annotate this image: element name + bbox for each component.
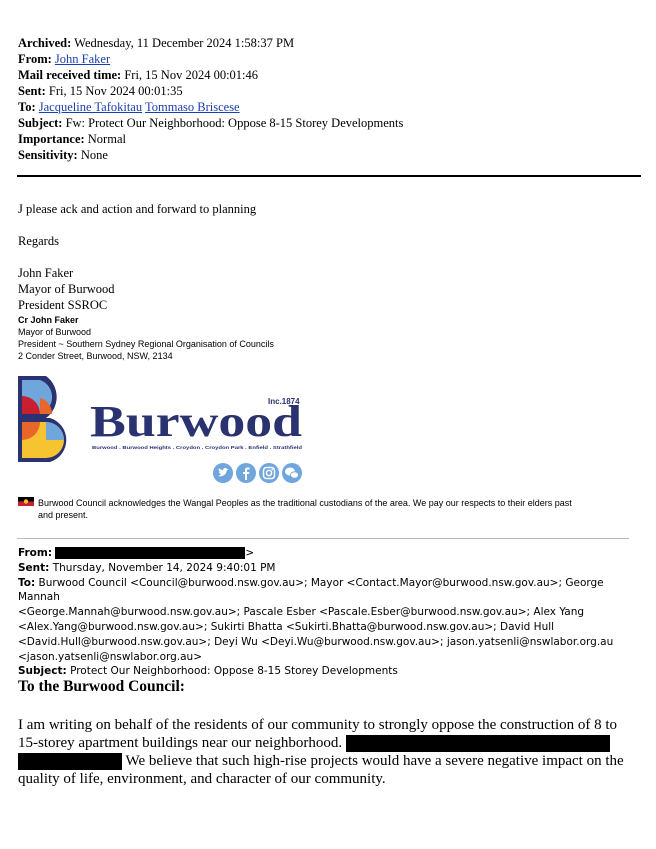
forwarded-to-value: <Alex.Yang@burwood.nsw.gov.au>; Sukirti Bhatta <Sukirti.Bhatta@burwood.nsw.gov.au>; David Hull (18, 620, 555, 633)
body-message: J please ack and action and forward to planning (18, 202, 257, 216)
facebook-icon[interactable] (236, 463, 256, 483)
twitter-icon[interactable] (213, 463, 233, 483)
forwarded-to-value: Burwood Council <Council@burwood.nsw.gov.au>; Mayor <Contact.Mayor@burwood.nsw.gov.au>; George Mannah (18, 576, 604, 604)
letter-line: We believe that such high-rise projects would have a severe negative impact on the (125, 753, 624, 770)
to-recipient-link[interactable]: Tommaso Briscese (145, 100, 240, 114)
forwarded-from-row (18, 546, 638, 561)
letter-paragraph (18, 716, 628, 788)
forwarded-to-value: <jason.yatsenli@nswlabor.org.au> (18, 650, 203, 663)
logo-suburbs: Burwood . Burwood Heights . Croydon . Croydon Park . Enfield . Strathfield (92, 445, 303, 450)
social-icons (212, 462, 304, 484)
burwood-logo (16, 374, 316, 464)
email-body (18, 201, 256, 313)
sent-row (18, 83, 403, 99)
letter-line: 15-storey apartment buildings near our neighborhood. (18, 735, 343, 751)
importance-label: Importance: (18, 132, 85, 146)
burwood-emblem (18, 376, 66, 462)
forwarded-to-value: <David.Hull@burwood.nsw.gov.au>; Deyi Wu <Deyi.Wu@burwood.nsw.gov.au>; jason.yatsenli@nswlabor.org.au (18, 635, 614, 648)
forwarded-to-label: To: (18, 576, 36, 589)
to-label: To: (18, 100, 36, 114)
to-row (18, 99, 403, 115)
redacted-block (18, 753, 122, 770)
signature-block (18, 314, 274, 362)
signature-name: John Faker (18, 266, 74, 280)
forward-divider (17, 538, 629, 539)
forwarded-subject-label: Subject: (18, 665, 67, 678)
from-row (18, 51, 403, 67)
letter-line: quality of life, environment, and character of our community. (18, 771, 386, 788)
forwarded-sent-label: Sent: (18, 561, 50, 574)
importance-value: Normal (87, 132, 126, 146)
subject-value: Fw: Protect Our Neighborhood: Oppose 8-15 Storey Developments (65, 116, 404, 130)
letter-line-with-redaction (18, 752, 628, 770)
forwarded-to-row (18, 576, 638, 606)
mail-received-label: Mail received time: (18, 68, 122, 82)
subject-label: Subject: (18, 116, 63, 130)
mail-received-value: Fri, 15 Nov 2024 00:01:46 (124, 68, 259, 82)
sensitivity-value: None (80, 148, 108, 162)
archived-label: Archived: (18, 36, 72, 50)
logo-wordmark: Burwood (90, 397, 302, 446)
redacted-block (55, 547, 245, 559)
sensitivity-label: Sensitivity: (18, 148, 78, 162)
signature-block-name: Cr John Faker (18, 315, 79, 325)
signature-block-line: President ~ Southern Sydney Regional Organisation of Councils (18, 339, 274, 349)
acknowledgement-text: Burwood Council acknowledges the Wangal Peoples as the traditional custodians of the area. We pay our respects to their elders past (38, 498, 572, 508)
sent-value: Fri, 15 Nov 2024 00:01:35 (48, 84, 183, 98)
acknowledgement-text: and present. (38, 510, 89, 520)
forwarded-to-value: <George.Mannah@burwood.nsw.gov.au>; Pascale Esber <Pascale.Esber@burwood.nsw.gov.au>; Alex Yang (18, 606, 585, 619)
email-header (18, 35, 403, 163)
aboriginal-flag-icon (18, 497, 34, 506)
to-recipient-link[interactable]: Jacqueline Tafokitau (38, 100, 143, 114)
letter-line: I am writing on behalf of the residents of our community to strongly oppose the construction of 8 to (18, 717, 618, 733)
archived-value: Wednesday, 11 December 2024 1:58:37 PM (74, 36, 295, 50)
from-link[interactable]: John Faker (54, 52, 111, 66)
forwarded-sent-value: Thursday, November 14, 2024 9:40:01 PM (52, 561, 276, 574)
redacted-block (346, 735, 610, 752)
instagram-icon[interactable] (259, 463, 279, 483)
wechat-icon[interactable] (282, 463, 302, 483)
forwarded-sent-row (18, 561, 638, 576)
letter-line-with-redaction (18, 734, 628, 752)
letter-salutation: To the Burwood Council: (18, 678, 185, 695)
signature-block-line: Mayor of Burwood (18, 327, 92, 337)
from-label: From: (18, 52, 52, 66)
mail-received-row (18, 67, 403, 83)
forwarded-subject-row (18, 664, 638, 679)
forwarded-from-suffix: > (245, 547, 255, 559)
body-regards: Regards (18, 234, 59, 248)
forwarded-from-label: From: (18, 547, 53, 559)
sent-label: Sent: (18, 84, 46, 98)
signature-title: President SSROC (18, 298, 108, 312)
logo-inc: Inc.1874 (268, 397, 300, 406)
signature-title: Mayor of Burwood (18, 282, 115, 296)
sensitivity-row (18, 147, 403, 163)
signature-block-address: 2 Conder Street, Burwood, NSW, 2134 (18, 351, 173, 361)
forwarded-header (18, 546, 638, 679)
header-divider (17, 175, 641, 177)
importance-row (18, 131, 403, 147)
subject-row (18, 115, 403, 131)
archived-row (18, 35, 403, 51)
forwarded-subject-value: Protect Our Neighborhood: Oppose 8-15 Storey Developments (70, 665, 398, 678)
